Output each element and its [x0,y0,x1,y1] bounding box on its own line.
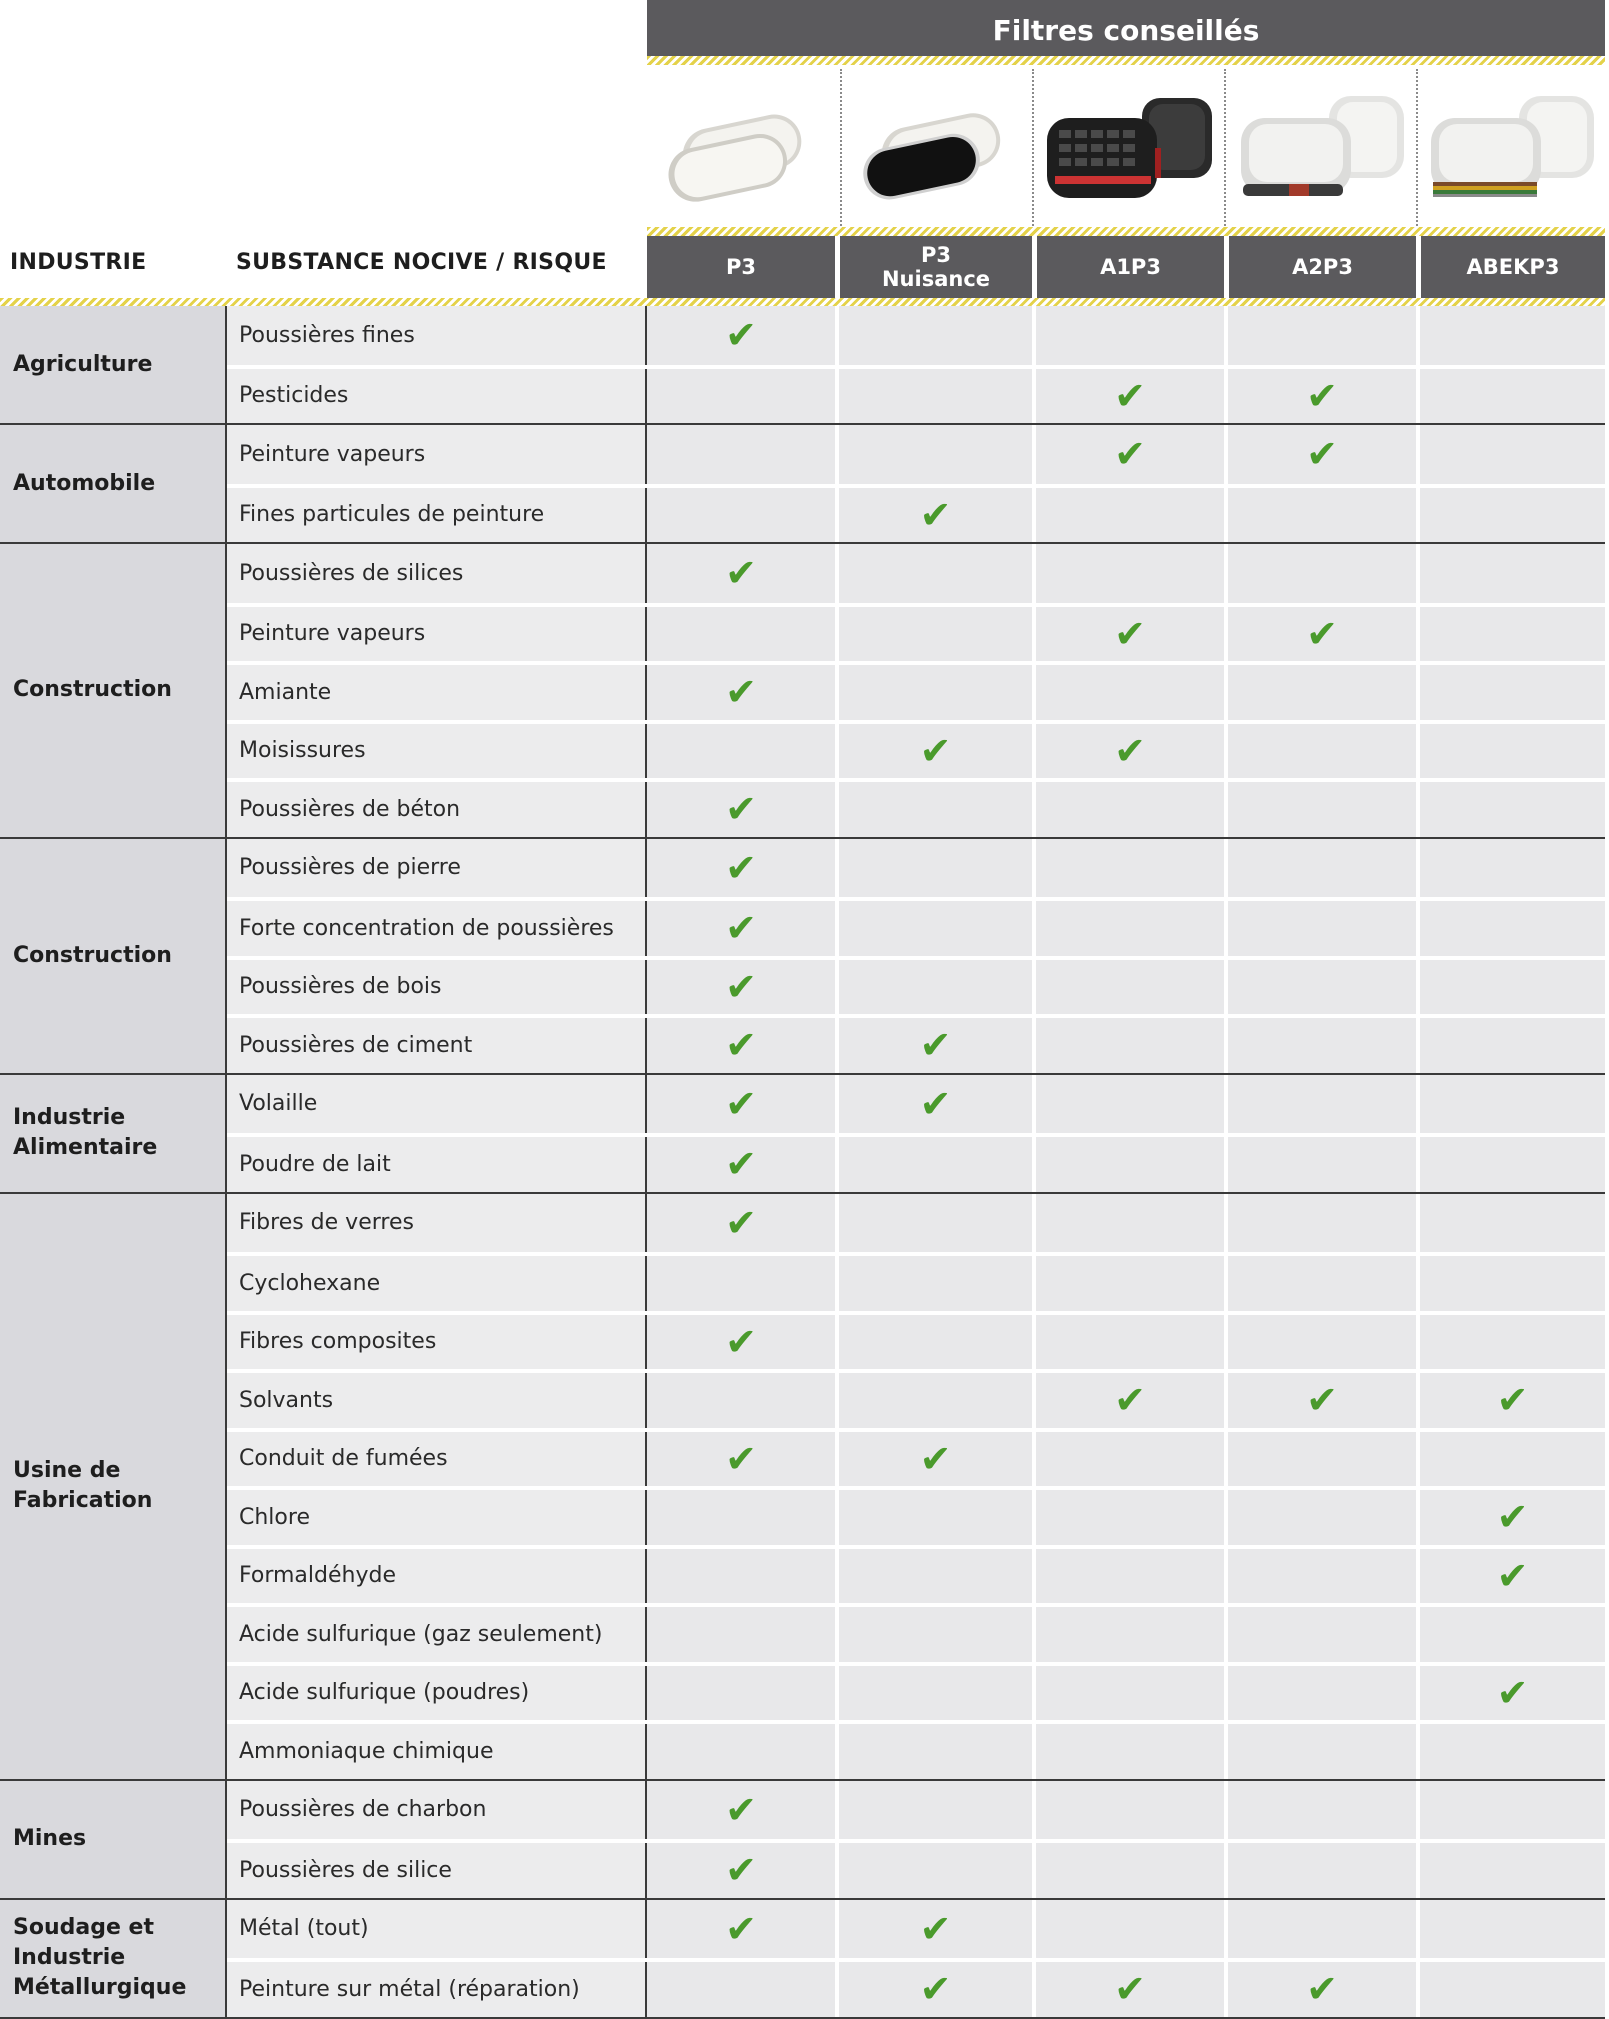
filters-title: Filtres conseillés [992,13,1260,47]
filter-cell-p3-nuisance [835,1018,1032,1073]
filter-cell-a1p3 [1032,1373,1224,1428]
filter-cell-a1p3 [1032,607,1224,662]
substance-cell: Peinture sur métal (réparation) [227,1962,647,2017]
filter-header-label: A1P3 [1100,255,1161,279]
substance-rows [227,1900,1605,2017]
checkmark-icon: ✔ [725,1319,757,1364]
substance-rows [227,1194,1605,1779]
filter-header-p3 [647,236,835,298]
filter-cell-abekp3 [1416,1075,1605,1134]
checkmark-icon: ✔ [725,845,757,890]
checkmark-icon: ✔ [919,1436,952,1481]
filter-cell-p3 [647,1075,835,1134]
industry-label: Construction [0,544,227,837]
filter-cell-p3 [647,1373,835,1428]
filter-cell-p3-nuisance [835,1962,1032,2017]
filter-cell-p3 [647,901,835,956]
top-hatch-divider [647,56,1605,65]
filter-cell-p3-nuisance [835,1900,1032,1959]
industry-group-construction [0,544,1605,839]
filter-cell-p3 [647,1900,835,1959]
substance-cell: Fibres de verres [227,1194,647,1253]
filter-cell-p3 [647,1315,835,1370]
filter-cell-p3 [647,1194,835,1253]
filter-cell-a2p3 [1224,1373,1416,1428]
column-header-substance: SUBSTANCE NOCIVE / RISQUE [236,250,607,275]
filter-cell-abekp3 [1416,1432,1605,1487]
filter-cell-a2p3 [1224,425,1416,484]
white-pad-filter-icon [647,69,840,226]
filter-cell-abekp3 [1416,1137,1605,1192]
substance-cell: Poussières fines [227,306,647,365]
substance-cell: Poussières de charbon [227,1781,647,1840]
filter-cell-abekp3 [1416,901,1605,956]
filter-cell-a2p3 [1224,1666,1416,1721]
filter-cell-abekp3 [1416,1843,1605,1898]
filter-cell-a1p3 [1032,1075,1224,1134]
filter-cell-a1p3 [1032,901,1224,956]
filter-cell-abekp3 [1416,1373,1605,1428]
table-row [227,1662,1605,1721]
checkmark-icon: ✔ [725,964,757,1009]
filter-header-abekp3 [1416,236,1605,298]
table-row [227,544,1605,603]
filter-cell-p3 [647,665,835,720]
industry-label: Usine de Fabrication [0,1194,227,1779]
filter-cell-p3-nuisance [835,1490,1032,1545]
filter-cell-p3 [647,488,835,543]
filter-cell-p3 [647,369,835,424]
filter-cell-a1p3 [1032,724,1224,779]
substance-cell: Chlore [227,1490,647,1545]
filter-cell-a2p3 [1224,782,1416,837]
table-row [227,1075,1605,1134]
filter-header-a2p3 [1224,236,1416,298]
filter-cell-a2p3 [1224,665,1416,720]
filter-cell-abekp3 [1416,607,1605,662]
filter-cell-abekp3 [1416,1962,1605,2017]
checkmark-icon: ✔ [1306,611,1338,656]
table-row [227,1252,1605,1311]
white-cartridge-filter-icon [1224,69,1416,226]
filter-cell-abekp3 [1416,665,1605,720]
multi-band-cartridge-filter-icon [1416,69,1605,226]
table-row [227,1781,1605,1840]
checkmark-icon: ✔ [725,1142,757,1187]
checkmark-icon: ✔ [1496,1378,1529,1423]
checkmark-icon: ✔ [725,787,757,832]
filter-cell-p3 [647,1724,835,1779]
substance-cell: Poussières de silices [227,544,647,603]
filter-cell-p3 [647,1666,835,1721]
substance-cell: Cyclohexane [227,1256,647,1311]
filter-header-a1p3 [1032,236,1224,298]
filter-cell-a1p3 [1032,306,1224,365]
filter-image-strip [647,69,1605,226]
table-row [227,1133,1605,1192]
filter-cell-p3-nuisance [835,1315,1032,1370]
filter-cell-a1p3 [1032,1549,1224,1604]
filter-cell-abekp3 [1416,1018,1605,1073]
filter-cell-a2p3 [1224,1018,1416,1073]
filter-cell-p3 [647,1256,835,1311]
substance-rows [227,306,1605,423]
substance-cell: Moisissures [227,724,647,779]
filter-cell-a2p3 [1224,1843,1416,1898]
filter-cell-a1p3 [1032,369,1224,424]
table-row [227,778,1605,837]
industry-label: Soudage et Industrie Métallurgique [0,1900,227,2017]
substance-rows [227,839,1605,1073]
substance-cell: Poussières de silice [227,1843,647,1898]
filter-cell-p3 [647,425,835,484]
filter-cell-p3-nuisance [835,1075,1032,1134]
filter-cell-a2p3 [1224,488,1416,543]
industry-label: Agriculture [0,306,227,423]
filter-cell-a2p3 [1224,901,1416,956]
filter-cell-abekp3 [1416,724,1605,779]
filter-cell-abekp3 [1416,839,1605,898]
table-row [227,1428,1605,1487]
filter-cell-abekp3 [1416,1490,1605,1545]
industry-label: Industrie Alimentaire [0,1075,227,1192]
industry-label: Automobile [0,425,227,542]
table-row [227,603,1605,662]
table-row [227,1958,1605,2017]
filter-cell-abekp3 [1416,782,1605,837]
mid-hatch-divider [647,227,1605,236]
substance-cell: Conduit de fumées [227,1432,647,1487]
filter-cell-a1p3 [1032,1962,1224,2017]
filter-cell-a1p3 [1032,1607,1224,1662]
filter-cell-p3-nuisance [835,665,1032,720]
column-header-industry: INDUSTRIE [10,250,147,275]
black-pad-filter-icon [840,69,1032,226]
filter-cell-p3-nuisance [835,1549,1032,1604]
filter-cell-abekp3 [1416,960,1605,1015]
industry-group-soudage-et-industrie-metallurgique [0,1900,1605,2019]
table-row [227,1839,1605,1898]
checkmark-icon: ✔ [919,728,952,773]
table-row [227,1486,1605,1545]
filter-cell-p3 [647,544,835,603]
filter-cell-p3-nuisance [835,782,1032,837]
filter-cell-p3 [647,1432,835,1487]
substance-rows [227,1075,1605,1192]
substance-cell: Poussières de béton [227,782,647,837]
table-row [227,306,1605,365]
filter-cell-p3-nuisance [835,1194,1032,1253]
table-row [227,839,1605,898]
filter-cell-p3-nuisance [835,1607,1032,1662]
filter-cell-p3-nuisance [835,1256,1032,1311]
filter-cell-p3-nuisance [835,1843,1032,1898]
table-row [227,1603,1605,1662]
filter-cell-p3-nuisance [835,960,1032,1015]
filter-cell-p3-nuisance [835,839,1032,898]
filter-cell-p3-nuisance [835,901,1032,956]
filter-cell-abekp3 [1416,544,1605,603]
filter-cell-a2p3 [1224,306,1416,365]
filter-cell-a2p3 [1224,1194,1416,1253]
filter-cell-abekp3 [1416,425,1605,484]
filter-cell-abekp3 [1416,1315,1605,1370]
filter-cell-p3-nuisance [835,306,1032,365]
filter-cell-a1p3 [1032,839,1224,898]
filter-column-headers [647,236,1605,298]
filter-header-p3-nuisance [835,236,1032,298]
checkmark-icon: ✔ [919,1081,952,1126]
filter-cell-p3-nuisance [835,1781,1032,1840]
filter-cell-a1p3 [1032,1256,1224,1311]
table-row [227,1194,1605,1253]
filter-cell-a2p3 [1224,544,1416,603]
black-cartridge-filter-icon [1032,69,1224,226]
substance-cell: Amiante [227,665,647,720]
checkmark-icon: ✔ [1496,1670,1529,1715]
checkmark-icon: ✔ [1306,1378,1338,1423]
filter-cell-p3 [647,960,835,1015]
filter-cell-a2p3 [1224,1315,1416,1370]
filter-header-label: A2P3 [1292,255,1353,279]
filter-cell-p3 [647,607,835,662]
filter-cell-abekp3 [1416,1724,1605,1779]
filters-title-band [647,0,1605,60]
filter-cell-a2p3 [1224,1724,1416,1779]
filter-cell-a1p3 [1032,1843,1224,1898]
filter-cell-abekp3 [1416,306,1605,365]
filter-cell-abekp3 [1416,488,1605,543]
filter-cell-a1p3 [1032,1194,1224,1253]
table-row [227,897,1605,956]
checkmark-icon: ✔ [725,1436,757,1481]
filter-cell-a1p3 [1032,782,1224,837]
filter-cell-p3-nuisance [835,544,1032,603]
table-row [227,956,1605,1015]
checkmark-icon: ✔ [1114,432,1146,477]
substance-rows [227,1781,1605,1898]
table-row [227,1720,1605,1779]
filter-cell-p3-nuisance [835,425,1032,484]
substance-cell: Métal (tout) [227,1900,647,1959]
industry-label: Construction [0,839,227,1073]
checkmark-icon: ✔ [1306,1967,1338,2012]
filter-header-label: P3 [725,255,756,279]
checkmark-icon: ✔ [1114,1967,1146,2012]
filter-cell-a1p3 [1032,1724,1224,1779]
substance-cell: Forte concentration de poussières [227,901,647,956]
filter-cell-abekp3 [1416,1194,1605,1253]
filter-cell-a2p3 [1224,1549,1416,1604]
filter-cell-p3-nuisance [835,488,1032,543]
recommendation-table-body [0,306,1605,2019]
filter-cell-p3 [647,306,835,365]
checkmark-icon: ✔ [725,1906,757,1951]
filter-cell-a1p3 [1032,425,1224,484]
filter-cell-a2p3 [1224,1075,1416,1134]
filter-cell-a1p3 [1032,544,1224,603]
checkmark-icon: ✔ [725,670,757,715]
table-row [227,484,1605,543]
filter-cell-a1p3 [1032,960,1224,1015]
substance-cell: Peinture vapeurs [227,425,647,484]
substance-rows [227,425,1605,542]
filter-cell-a2p3 [1224,1781,1416,1840]
checkmark-icon: ✔ [725,1848,757,1893]
filter-header-label: P3 Nuisance [881,243,991,291]
filter-cell-p3-nuisance [835,1432,1032,1487]
industry-group-industrie-alimentaire [0,1075,1605,1194]
filter-cell-a2p3 [1224,1256,1416,1311]
filter-cell-a2p3 [1224,724,1416,779]
filter-cell-a1p3 [1032,1781,1224,1840]
filter-cell-a2p3 [1224,1137,1416,1192]
filter-cell-a2p3 [1224,1490,1416,1545]
table-row [227,1545,1605,1604]
substance-cell: Peinture vapeurs [227,607,647,662]
filter-cell-a1p3 [1032,1137,1224,1192]
filter-cell-p3 [647,1018,835,1073]
filter-cell-a1p3 [1032,1490,1224,1545]
filter-cell-p3-nuisance [835,1724,1032,1779]
checkmark-icon: ✔ [725,1200,757,1245]
checkmark-icon: ✔ [919,1967,952,2012]
substance-cell: Acide sulfurique (gaz seulement) [227,1607,647,1662]
checkmark-icon: ✔ [1114,611,1146,656]
checkmark-icon: ✔ [1114,1378,1146,1423]
table-row [227,1014,1605,1073]
filter-cell-p3 [647,1549,835,1604]
filter-cell-abekp3 [1416,1256,1605,1311]
filter-cell-a1p3 [1032,1666,1224,1721]
table-row [227,720,1605,779]
filter-cell-p3-nuisance [835,607,1032,662]
industry-group-construction [0,839,1605,1075]
filter-cell-a1p3 [1032,1315,1224,1370]
filter-cell-abekp3 [1416,1666,1605,1721]
substance-cell: Formaldéhyde [227,1549,647,1604]
substance-cell: Solvants [227,1373,647,1428]
substance-cell: Poussières de ciment [227,1018,647,1073]
filter-cell-p3 [647,1962,835,2017]
table-row [227,365,1605,424]
filter-cell-p3 [647,1781,835,1840]
checkmark-icon: ✔ [725,1081,757,1126]
filter-cell-p3-nuisance [835,1137,1032,1192]
table-row [227,425,1605,484]
checkmark-icon: ✔ [919,1906,952,1951]
filter-header-label: ABEKP3 [1466,255,1560,279]
filter-cell-a2p3 [1224,839,1416,898]
filter-cell-a1p3 [1032,488,1224,543]
checkmark-icon: ✔ [1114,373,1146,418]
checkmark-icon: ✔ [725,1787,757,1832]
filter-cell-a2p3 [1224,607,1416,662]
table-row [227,1900,1605,1959]
filter-cell-abekp3 [1416,1900,1605,1959]
filter-cell-p3-nuisance [835,1373,1032,1428]
filter-cell-a2p3 [1224,1962,1416,2017]
filter-cell-p3 [647,1843,835,1898]
filter-cell-a1p3 [1032,1900,1224,1959]
filter-cell-a2p3 [1224,1432,1416,1487]
filter-cell-p3 [647,1607,835,1662]
industry-group-automobile [0,425,1605,544]
filter-cell-abekp3 [1416,1607,1605,1662]
industry-group-agriculture [0,306,1605,425]
industry-label: Mines [0,1781,227,1898]
filter-cell-a2p3 [1224,1607,1416,1662]
substance-cell: Volaille [227,1075,647,1134]
substance-cell: Fibres composites [227,1315,647,1370]
filter-cell-p3-nuisance [835,369,1032,424]
checkmark-icon: ✔ [1306,373,1338,418]
filter-cell-a2p3 [1224,960,1416,1015]
filter-cell-abekp3 [1416,1781,1605,1840]
substance-cell: Poudre de lait [227,1137,647,1192]
table-row [227,1311,1605,1370]
substance-cell: Fines particules de peinture [227,488,647,543]
filter-cell-p3 [647,1490,835,1545]
filter-cell-a2p3 [1224,369,1416,424]
checkmark-icon: ✔ [725,551,757,596]
filter-cell-abekp3 [1416,1549,1605,1604]
checkmark-icon: ✔ [725,313,757,358]
industry-group-mines [0,1781,1605,1900]
substance-cell: Poussières de pierre [227,839,647,898]
filter-cell-abekp3 [1416,369,1605,424]
checkmark-icon: ✔ [725,1023,757,1068]
substance-cell: Ammoniaque chimique [227,1724,647,1779]
filter-cell-p3 [647,782,835,837]
filter-cell-a1p3 [1032,1018,1224,1073]
filter-cell-p3 [647,1137,835,1192]
checkmark-icon: ✔ [1496,1495,1529,1540]
filter-cell-p3 [647,839,835,898]
filter-cell-p3-nuisance [835,724,1032,779]
filter-cell-p3 [647,724,835,779]
substance-rows [227,544,1605,837]
substance-cell: Acide sulfurique (poudres) [227,1666,647,1721]
table-row [227,1369,1605,1428]
checkmark-icon: ✔ [725,906,757,951]
checkmark-icon: ✔ [919,1023,952,1068]
checkmark-icon: ✔ [1306,432,1338,477]
filter-cell-p3-nuisance [835,1666,1032,1721]
filter-cell-a1p3 [1032,665,1224,720]
checkmark-icon: ✔ [1496,1553,1529,1598]
table-row [227,661,1605,720]
filter-cell-a2p3 [1224,1900,1416,1959]
substance-cell: Poussières de bois [227,960,647,1015]
checkmark-icon: ✔ [919,492,952,537]
checkmark-icon: ✔ [1114,728,1146,773]
industry-group-usine-de-fabrication [0,1194,1605,1781]
substance-cell: Pesticides [227,369,647,424]
filter-cell-a1p3 [1032,1432,1224,1487]
